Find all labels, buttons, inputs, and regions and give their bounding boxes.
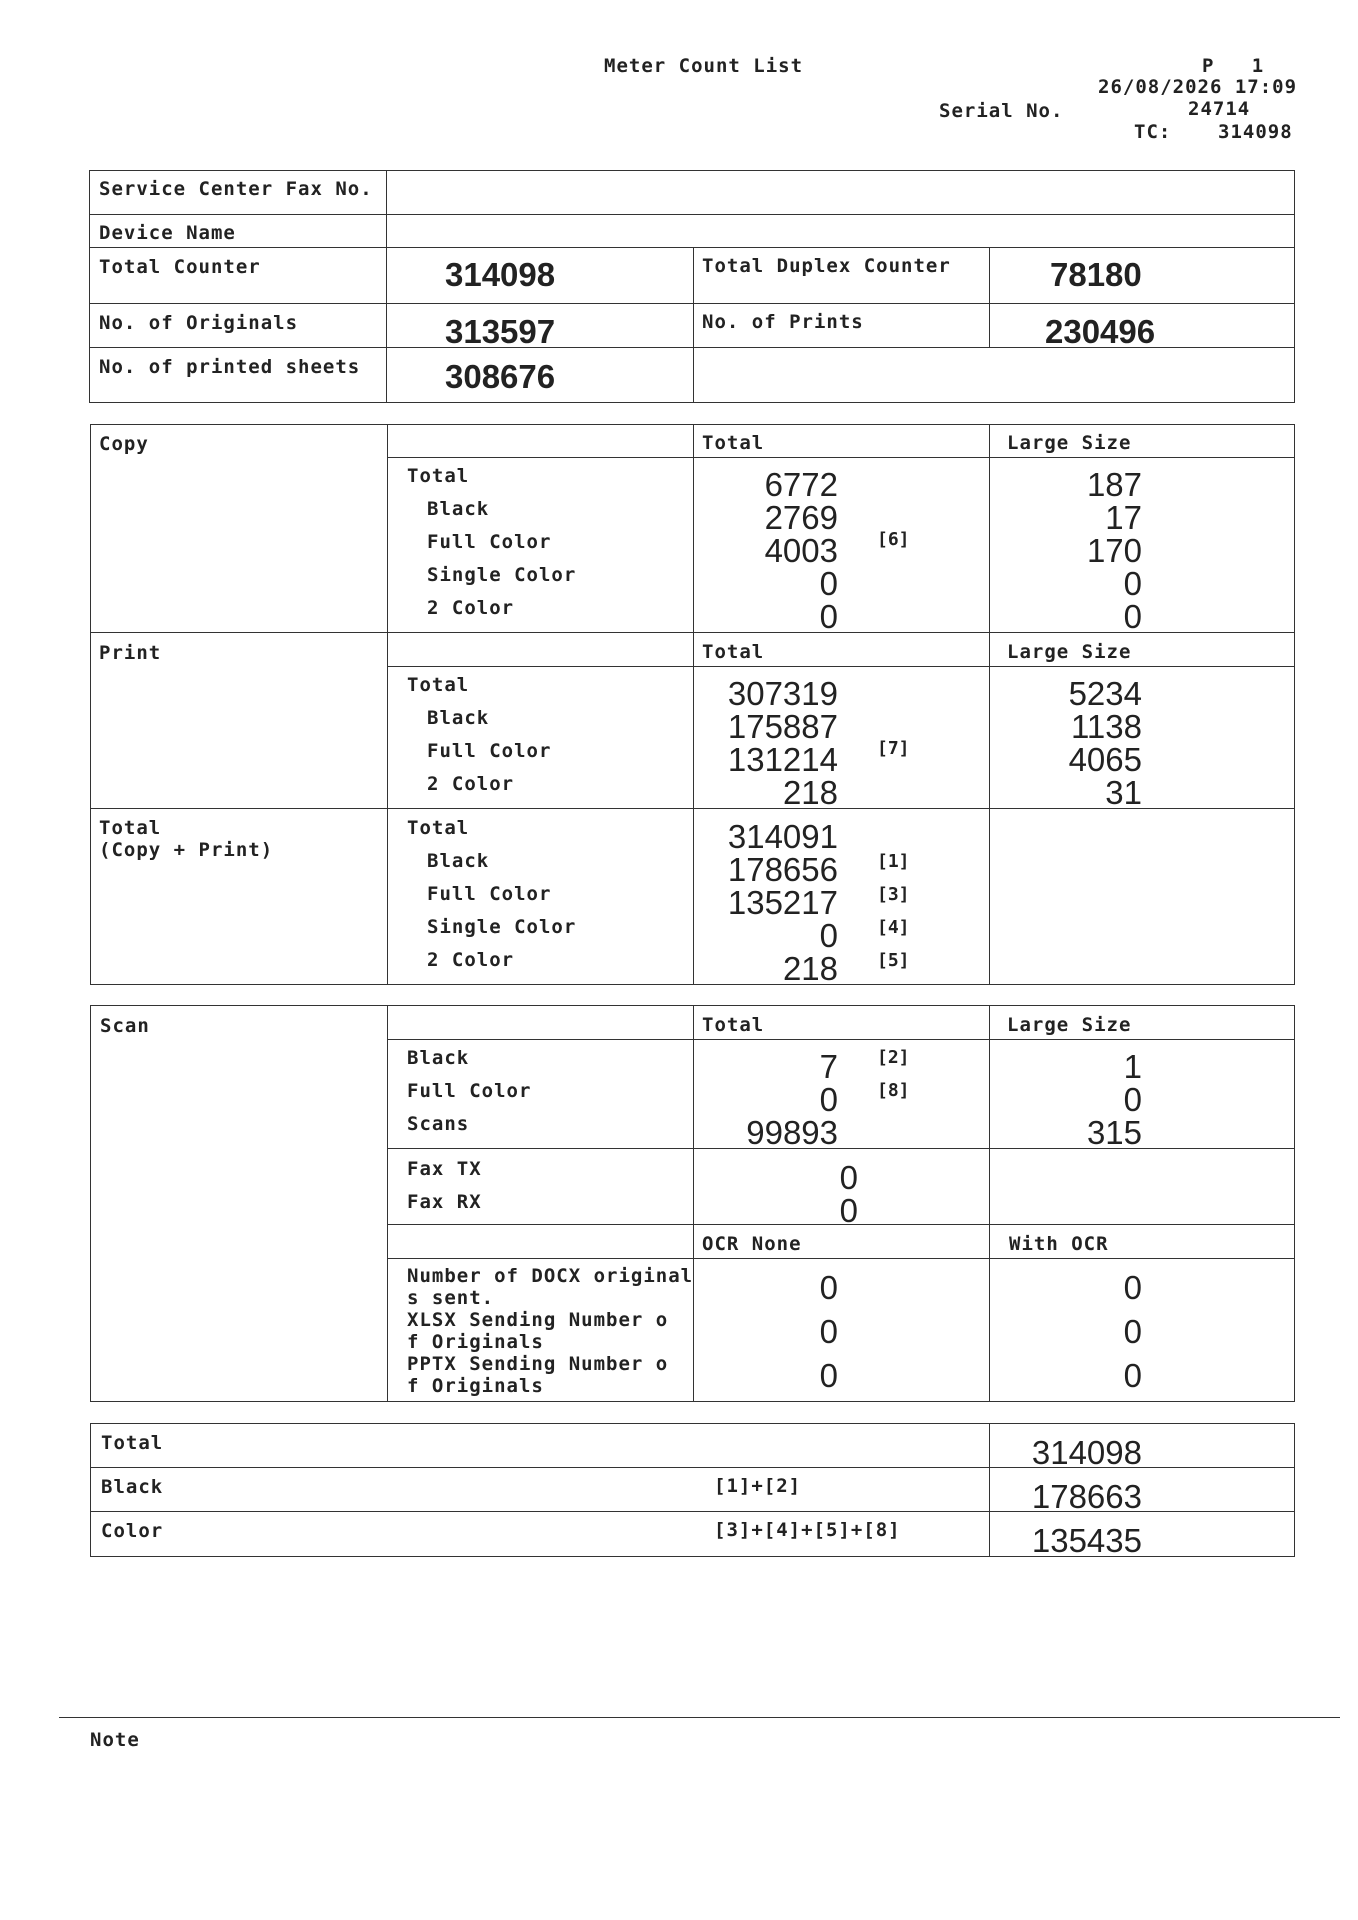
summary-color-formula: [3]+[4]+[5]+[8] — [714, 1519, 901, 1541]
scan-large-value: 315 — [1086, 1114, 1142, 1151]
xlsx-sent-label: XLSX Sending Number o f Originals — [407, 1309, 669, 1353]
total-cp-row-label: Single Color — [427, 916, 577, 938]
print-section-label: Print — [99, 642, 162, 664]
total-cp-ref-tag: [5] — [877, 950, 910, 971]
total-cp-value: 135217 — [727, 884, 838, 921]
fax-tx-label: Fax TX — [407, 1158, 482, 1180]
print-total-value: 175887 — [727, 708, 838, 745]
printed-sheets-label: No. of printed sheets — [99, 356, 361, 378]
note-label: Note — [90, 1729, 140, 1751]
summary-color-label: Color — [101, 1520, 164, 1542]
total-cp-section-sublabel: (Copy + Print) — [99, 839, 274, 861]
service-fax-label: Service Center Fax No. — [99, 178, 373, 200]
summary-total-value: 314098 — [1031, 1434, 1142, 1471]
print-col-total: Total — [702, 641, 765, 663]
print-large-value: 4065 — [1068, 741, 1142, 778]
total-cp-value: 218 — [782, 950, 838, 987]
total-cp-row-label: Black — [427, 850, 490, 872]
scan-col-large: Large Size — [1007, 1014, 1132, 1036]
scan-total-value: 0 — [819, 1081, 838, 1118]
print-col-large: Large Size — [1007, 641, 1132, 663]
copy-total-value: 0 — [819, 598, 838, 635]
prints-value: 230496 — [1045, 313, 1156, 350]
scan-ref-tag: [2] — [877, 1047, 910, 1068]
print-total-value: 131214 — [727, 741, 838, 778]
pptx-with-ocr-value: 0 — [1123, 1357, 1142, 1394]
total-cp-row-label: 2 Color — [427, 949, 515, 971]
originals-value: 313597 — [445, 313, 556, 350]
pptx-ocr-none-value: 0 — [819, 1357, 838, 1394]
scan-large-value: 0 — [1123, 1081, 1142, 1118]
copy-row-label: Full Color — [427, 531, 552, 553]
scan-col-total: Total — [702, 1014, 765, 1036]
copy-total-value: 6772 — [764, 466, 838, 503]
total-cp-ref-tag: [1] — [877, 851, 910, 872]
serial-label: Serial No. — [939, 100, 1064, 122]
xlsx-with-ocr-value: 0 — [1123, 1313, 1142, 1350]
total-duplex-label: Total Duplex Counter — [702, 255, 951, 277]
total-counter-value: 314098 — [445, 256, 556, 293]
print-datetime: 26/08/2026 17:09 — [1098, 76, 1298, 98]
summary-black-label: Black — [101, 1476, 164, 1498]
with-ocr-header: With OCR — [1009, 1233, 1109, 1255]
total-counter-label: Total Counter — [99, 256, 261, 278]
print-total-value: 218 — [782, 774, 838, 811]
print-large-value: 5234 — [1068, 675, 1142, 712]
summary-total-label: Total — [101, 1432, 164, 1454]
total-duplex-value: 78180 — [1050, 256, 1142, 293]
scan-total-value: 7 — [819, 1048, 838, 1085]
scan-row-label: Scans — [407, 1113, 470, 1135]
fax-rx-label: Fax RX — [407, 1191, 482, 1213]
print-row-label: Full Color — [427, 740, 552, 762]
scan-total-value: 99893 — [746, 1114, 838, 1151]
copy-row-label: Total — [407, 465, 470, 487]
docx-sent-label: Number of DOCX original s sent. — [407, 1265, 694, 1309]
copy-large-value: 17 — [1105, 499, 1142, 536]
summary-color-value: 135435 — [1031, 1522, 1142, 1559]
prints-label: No. of Prints — [702, 311, 864, 333]
scan-ref-tag: [8] — [877, 1080, 910, 1101]
note-divider — [59, 1717, 1340, 1718]
scan-large-value: 1 — [1123, 1048, 1142, 1085]
copy-total-value: 2769 — [764, 499, 838, 536]
tc-value: 314098 — [1218, 121, 1293, 143]
page-number: P 1 — [1202, 55, 1265, 77]
print-row-label: Black — [427, 707, 490, 729]
copy-section-label: Copy — [99, 433, 149, 455]
total-cp-row-label: Full Color — [427, 883, 552, 905]
copy-large-value: 187 — [1086, 466, 1142, 503]
summary-black-formula: [1]+[2] — [714, 1475, 802, 1497]
total-cp-value: 178656 — [727, 851, 838, 888]
total-cp-ref-tag: [4] — [877, 917, 910, 938]
total-cp-row-label: Total — [407, 817, 470, 839]
copy-row-label: 2 Color — [427, 597, 515, 619]
fax-tx-value: 0 — [839, 1159, 858, 1196]
copy-total-value: 0 — [819, 565, 838, 602]
scan-row-label: Full Color — [407, 1080, 532, 1102]
device-name-label: Device Name — [99, 222, 236, 244]
total-cp-ref-tag: [3] — [877, 884, 910, 905]
copy-col-total: Total — [702, 432, 765, 454]
copy-large-value: 0 — [1123, 565, 1142, 602]
print-ref-tag: [7] — [877, 738, 910, 759]
copy-col-large: Large Size — [1007, 432, 1132, 454]
total-cp-value: 314091 — [727, 818, 838, 855]
ocr-none-header: OCR None — [702, 1233, 802, 1255]
print-row-label: Total — [407, 674, 470, 696]
copy-row-label: Single Color — [427, 564, 577, 586]
originals-label: No. of Originals — [99, 312, 299, 334]
serial-value: 24714 — [1188, 98, 1251, 120]
docx-with-ocr-value: 0 — [1123, 1269, 1142, 1306]
print-row-label: 2 Color — [427, 773, 515, 795]
copy-ref-tag: [6] — [877, 529, 910, 550]
copy-row-label: Black — [427, 498, 490, 520]
docx-ocr-none-value: 0 — [819, 1269, 838, 1306]
print-large-value: 1138 — [1071, 708, 1142, 745]
fax-rx-value: 0 — [839, 1192, 858, 1229]
tc-label: TC: — [1134, 121, 1172, 143]
copy-large-value: 170 — [1086, 532, 1142, 569]
printed-sheets-value: 308676 — [445, 358, 556, 395]
xlsx-ocr-none-value: 0 — [819, 1313, 838, 1350]
print-large-value: 31 — [1105, 774, 1142, 811]
summary-black-value: 178663 — [1031, 1478, 1142, 1515]
total-cp-section-label: Total — [99, 817, 162, 839]
scan-section-label: Scan — [100, 1015, 150, 1037]
copy-large-value: 0 — [1123, 598, 1142, 635]
copy-total-value: 4003 — [764, 532, 838, 569]
print-total-value: 307319 — [727, 675, 838, 712]
document-title: Meter Count List — [604, 55, 804, 77]
total-cp-value: 0 — [819, 917, 838, 954]
pptx-sent-label: PPTX Sending Number o f Originals — [407, 1353, 669, 1397]
scan-row-label: Black — [407, 1047, 470, 1069]
